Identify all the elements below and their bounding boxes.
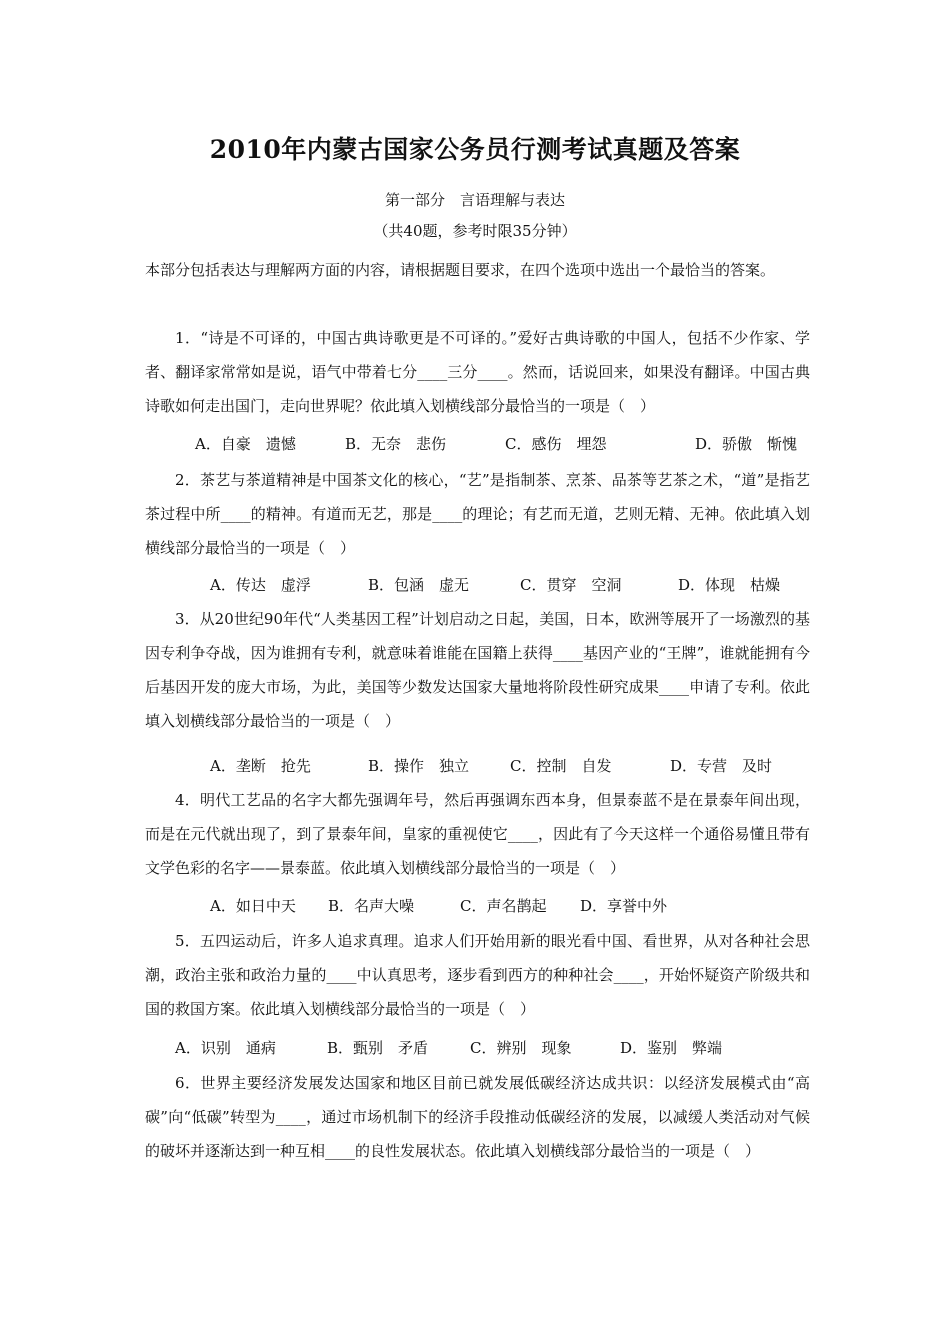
- question-1-option-c: C．感伤 埋怨: [505, 435, 607, 453]
- question-2-option-d: D．体现 枯燥: [678, 576, 781, 594]
- question-5-option-d: D．鉴别 弊端: [620, 1039, 723, 1057]
- question-5-option-b: B．甄别 矛盾: [327, 1039, 429, 1057]
- question-5-stem: 5．五四运动后，许多人追求真理。追求人们开始用新的眼光看中国、看世界，从对各种社会思潮，政治主张和政治力量的____中认真思考，逐步看到西方的种种社会____，开始怀疑资产阶级共和国的救国方案。依此填入划横线部分最恰当的一项是（ ）: [145, 932, 810, 1018]
- question-4-stem: 4．明代工艺品的名字大都先强调年号，然后再强调东西本身，但景泰蓝不是在景泰年间出现，而是在元代就出现了，到了景泰年间，皇家的重视使它____，因此有了今天这样一个通俗易懂且带有文学色彩的名字——景泰蓝。依此填入划横线部分最恰当的一项是（ ）: [145, 791, 810, 877]
- question-1-option-d: D．骄傲 惭愧: [695, 435, 798, 453]
- question-2-stem: 2．茶艺与茶道精神是中国茶文化的核心，“艺”是指制茶、烹茶、品茶等艺茶之术，“道”是指艺茶过程中所____的精神。有道而无艺，那是____的理论；有艺而无道，艺则无精、无神。依此填入划横线部分最恰当的一项是（ ）: [145, 471, 810, 557]
- question-4-option-c: C．声名鹊起: [460, 897, 547, 915]
- question-1-stem: 1．“诗是不可译的，中国古典诗歌更是不可译的。”爱好古典诗歌的中国人，包括不少作家、学者、翻译家常常如是说，语气中带着七分____三分____。然而，话说回来，如果没有翻译。中国古典诗歌如何走出国门，走向世界呢？依此填入划横线部分最恰当的一项是（ ）: [145, 329, 810, 415]
- question-1-option-b: B．无奈 悲伤: [345, 435, 447, 453]
- question-2-option-a: A．传达 虚浮: [210, 576, 311, 594]
- question-5-option-a: A．识别 通病: [175, 1039, 276, 1057]
- part-note: （共40题，参考时限35分钟）: [373, 222, 577, 240]
- question-4-option-d: D．享誉中外: [580, 897, 668, 915]
- question-3-option-b: B．操作 独立: [368, 757, 470, 775]
- question-3-option-c: C．控制 自发: [510, 757, 612, 775]
- document-title: 2010年内蒙古国家公务员行测考试真题及答案: [209, 135, 741, 164]
- question-4-option-b: B．名声大噪: [328, 897, 415, 915]
- question-1-option-a: A．自豪 遗憾: [195, 435, 296, 453]
- question-3-option-d: D．专营 及时: [670, 757, 773, 775]
- section-intro: 本部分包括表达与理解两方面的内容，请根据题目要求，在四个选项中选出一个最恰当的答案。: [145, 261, 776, 279]
- question-3-stem: 3．从20世纪90年代“人类基因工程”计划启动之日起，美国，日本，欧洲等展开了一场激烈的基因专利争夺战，因为谁拥有专利，就意味着谁能在国籍上获得____基因产业的“王牌”，谁就能拥有今后基因开发的庞大市场，为此，美国等少数发达国家大量地将阶段性研究成果____申请了专利。依此填入划横线部分最恰当的一项是（ ）: [145, 610, 810, 730]
- question-5-option-c: C．辨别 现象: [470, 1039, 572, 1057]
- question-6-stem: 6．世界主要经济发展发达国家和地区目前已就发展低碳经济达成共识：以经济发展模式由“高碳”向“低碳”转型为____，通过市场机制下的经济手段推动低碳经济的发展，以减缓人类活动对气候的破坏并逐渐达到一种互相____的良性发展状态。依此填入划横线部分最恰当的一项是（ ）: [145, 1074, 810, 1160]
- question-4-option-a: A．如日中天: [210, 897, 296, 915]
- part-heading: 第一部分 言语理解与表达: [384, 191, 565, 209]
- question-2-option-c: C．贯穿 空洞: [520, 576, 622, 594]
- question-2-option-b: B．包涵 虚无: [368, 576, 470, 594]
- question-3-option-a: A．垄断 抢先: [210, 757, 311, 775]
